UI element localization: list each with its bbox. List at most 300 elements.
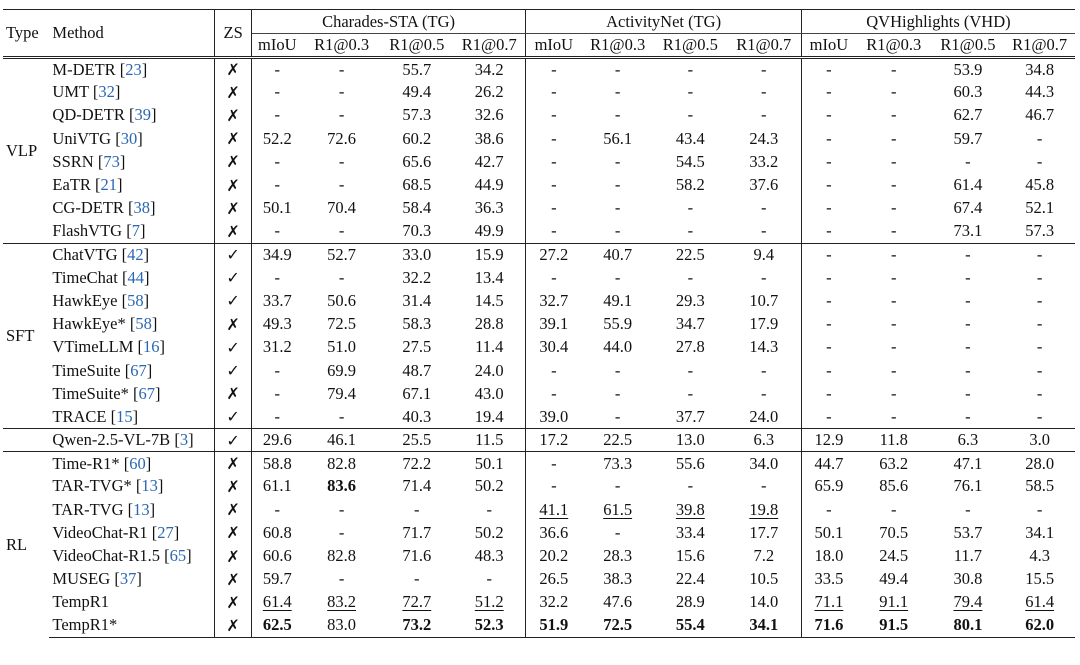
- value-cell: [453, 197, 526, 220]
- value-cell: [654, 498, 727, 521]
- value-cell: [1004, 498, 1075, 521]
- value-cell: [932, 336, 1005, 359]
- method-name: TimeSuite: [52, 360, 121, 380]
- cross-icon: ✗: [215, 173, 251, 196]
- value-cell: [526, 405, 582, 428]
- value-cell: [727, 220, 802, 243]
- value-text: -: [338, 175, 345, 195]
- value-cell: [727, 521, 802, 544]
- value-cell: [303, 452, 381, 475]
- value-text: -: [687, 267, 694, 287]
- method-cell: VideoChat-R1 [27]: [52, 522, 180, 542]
- value-cell: [303, 521, 381, 544]
- value-text: 10.7: [749, 290, 779, 310]
- value-text: -: [551, 175, 557, 195]
- value-cell: [581, 568, 654, 591]
- citation-link[interactable]: 13: [133, 499, 150, 519]
- value-cell: [856, 359, 932, 382]
- value-text: 25.5: [402, 430, 432, 450]
- value-cell: [581, 405, 654, 428]
- value-text: -: [1036, 337, 1043, 357]
- method-name: MUSEG: [52, 569, 111, 589]
- method-name: UMT: [52, 82, 89, 102]
- value-cell: [932, 81, 1005, 104]
- value-text: 61.4: [953, 175, 983, 195]
- table-row: [3, 313, 1075, 336]
- value-text: 54.5: [675, 151, 705, 171]
- table-row: [3, 614, 1075, 637]
- value-text: -: [826, 198, 832, 218]
- value-cell: [251, 150, 302, 173]
- value-cell: [453, 313, 526, 336]
- citation-link[interactable]: 65: [169, 546, 187, 566]
- value-cell: [303, 544, 381, 567]
- value-text: -: [965, 314, 971, 334]
- value-cell: [380, 104, 453, 127]
- value-cell: [453, 243, 526, 266]
- value-text: -: [890, 290, 897, 310]
- value-text: 28.8: [474, 314, 504, 334]
- value-cell: [727, 452, 802, 475]
- table-row: [3, 81, 1075, 104]
- value-text: 24.0: [474, 360, 504, 380]
- value-text: 91.5: [879, 615, 909, 635]
- value-cell: [654, 521, 727, 544]
- citation-link[interactable]: 7: [131, 221, 140, 241]
- value-cell: [932, 313, 1005, 336]
- value-text: -: [890, 267, 897, 287]
- value-cell: [581, 58, 654, 81]
- cross-icon: ✗: [215, 452, 251, 475]
- value-cell: [303, 104, 381, 127]
- value-cell: [1004, 429, 1075, 452]
- value-text: 17.2: [539, 430, 569, 450]
- citation-link[interactable]: 60: [129, 453, 146, 473]
- value-cell: [801, 173, 856, 196]
- value-text: 44.3: [1025, 82, 1055, 102]
- method-cell: UMT [32]: [52, 82, 121, 102]
- value-cell: [380, 266, 453, 289]
- value-text: -: [890, 244, 897, 264]
- value-cell: [932, 568, 1005, 591]
- value-text: 17.9: [749, 314, 779, 334]
- value-text: -: [965, 406, 971, 426]
- value-cell: [727, 359, 802, 382]
- value-cell: [932, 452, 1005, 475]
- value-cell: [251, 614, 302, 637]
- value-text: -: [551, 476, 557, 496]
- value-text: 47.1: [953, 453, 983, 473]
- table-row: [3, 289, 1075, 312]
- value-cell: [581, 544, 654, 567]
- value-cell: [380, 359, 453, 382]
- citation-link[interactable]: 32: [98, 82, 115, 102]
- method-cell: [49, 591, 215, 614]
- value-text: -: [890, 82, 897, 102]
- citation-link[interactable]: 15: [116, 406, 133, 426]
- method-cell: HawkEye [58]: [52, 290, 150, 310]
- value-text: 29.6: [262, 430, 292, 450]
- value-cell: [727, 197, 802, 220]
- metric-header: mIoU: [534, 35, 574, 54]
- value-text: 55.4: [675, 615, 705, 635]
- value-cell: [581, 127, 654, 150]
- value-cell: [581, 475, 654, 498]
- value-cell: [526, 313, 582, 336]
- value-text: 62.7: [953, 105, 983, 125]
- check-icon: ✓: [215, 429, 251, 452]
- value-cell: [453, 544, 526, 567]
- value-cell: [654, 591, 727, 614]
- citation-link[interactable]: 3: [179, 430, 189, 450]
- value-text: 36.3: [474, 198, 504, 218]
- value-cell: [380, 289, 453, 312]
- value-text: 14.0: [749, 592, 779, 612]
- value-cell: [581, 336, 654, 359]
- method-cell: TimeSuite* [67]: [52, 383, 161, 403]
- value-cell: [526, 104, 582, 127]
- value-text: 28.3: [603, 546, 633, 566]
- cross-icon: ✗: [215, 220, 251, 243]
- value-cell: [453, 591, 526, 614]
- table-body: [3, 58, 1075, 638]
- value-cell: [932, 429, 1005, 452]
- value-cell: [654, 382, 727, 405]
- value-text: -: [687, 221, 694, 241]
- value-cell: [1004, 614, 1075, 637]
- value-cell: [251, 359, 302, 382]
- value-text: -: [890, 314, 897, 334]
- value-text: 55.7: [402, 59, 432, 79]
- value-cell: [251, 429, 302, 452]
- value-text: -: [551, 360, 557, 380]
- value-text: -: [826, 337, 832, 357]
- value-text: 57.3: [402, 105, 432, 125]
- value-text: -: [614, 59, 621, 79]
- value-text: -: [614, 175, 621, 195]
- value-text: -: [274, 151, 281, 171]
- value-text: 4.3: [1029, 546, 1050, 566]
- value-text: 48.3: [474, 546, 504, 566]
- value-text: -: [687, 383, 694, 403]
- value-cell: [654, 429, 727, 452]
- value-cell: [856, 614, 932, 637]
- zs-header: ZS: [215, 10, 251, 58]
- value-cell: [654, 614, 727, 637]
- value-text: 72.5: [603, 615, 633, 635]
- table-row: [3, 104, 1075, 127]
- value-cell: [932, 58, 1005, 81]
- citation-link[interactable]: 67: [138, 383, 155, 403]
- value-text: 58.8: [262, 453, 292, 473]
- value-text: -: [614, 406, 621, 426]
- value-text: 72.7: [402, 592, 432, 612]
- value-text: 44.7: [814, 453, 844, 473]
- value-cell: [932, 614, 1005, 637]
- value-cell: [303, 313, 381, 336]
- value-cell: [526, 243, 582, 266]
- method-cell: [49, 614, 215, 637]
- value-cell: [801, 591, 856, 614]
- metric-header: R1@0.7: [453, 34, 526, 58]
- method-name: TAR-TVG*: [52, 476, 132, 496]
- method-cell: TRACE [15]: [52, 406, 139, 426]
- value-text: 61.4: [1025, 592, 1055, 612]
- value-cell: [932, 243, 1005, 266]
- value-cell: [380, 452, 453, 475]
- value-text: 33.7: [262, 290, 292, 310]
- value-text: -: [890, 337, 897, 357]
- citation-link[interactable]: 16: [143, 337, 160, 357]
- section-type-label: [3, 429, 49, 452]
- method-cell: HawkEye* [58]: [52, 314, 158, 334]
- value-text: -: [551, 453, 557, 473]
- value-cell: [526, 498, 582, 521]
- method-name: TimeChat: [52, 267, 118, 287]
- value-cell: [303, 382, 381, 405]
- value-cell: [526, 521, 582, 544]
- value-text: -: [551, 105, 557, 125]
- value-text: 79.4: [327, 383, 357, 403]
- method-name: ChatVTG: [52, 244, 118, 264]
- value-text: 24.0: [749, 406, 779, 426]
- value-text: 50.2: [474, 476, 504, 496]
- table-row: [3, 568, 1075, 591]
- citation-link[interactable]: 37: [119, 569, 137, 589]
- value-text: 61.1: [262, 476, 292, 496]
- value-text: -: [761, 476, 767, 496]
- value-text: 22.5: [603, 430, 633, 450]
- value-text: -: [1036, 290, 1043, 310]
- value-text: -: [826, 151, 832, 171]
- value-text: 48.7: [402, 360, 432, 380]
- citation-link[interactable]: 39: [134, 105, 151, 125]
- group-header-charades: Charades-STA (TG): [251, 10, 526, 34]
- value-cell: [526, 359, 582, 382]
- citation-link[interactable]: 42: [127, 244, 144, 264]
- value-cell: [856, 336, 932, 359]
- value-cell: [251, 475, 302, 498]
- value-text: -: [826, 175, 832, 195]
- value-cell: [453, 104, 526, 127]
- citation-link[interactable]: 44: [127, 267, 144, 287]
- value-text: -: [890, 59, 897, 79]
- group-header-activitynet: ActivityNet (TG): [526, 10, 802, 34]
- value-text: 51.2: [474, 592, 504, 612]
- value-cell: [380, 498, 453, 521]
- value-cell: [856, 173, 932, 196]
- value-text: 15.5: [1025, 569, 1055, 589]
- value-text: -: [965, 267, 971, 287]
- value-cell: [856, 313, 932, 336]
- value-text: 27.2: [539, 244, 569, 264]
- value-text: -: [551, 151, 557, 171]
- value-text: 55.9: [603, 314, 633, 334]
- value-cell: [727, 313, 802, 336]
- value-text: 58.2: [675, 175, 705, 195]
- value-cell: [380, 544, 453, 567]
- value-text: 70.3: [402, 221, 432, 241]
- value-text: 22.4: [675, 569, 705, 589]
- value-text: -: [965, 244, 971, 264]
- cross-icon: ✗: [215, 313, 251, 336]
- value-text: -: [338, 569, 345, 589]
- value-text: 13.0: [675, 430, 705, 450]
- method-name: HawkEye*: [52, 314, 126, 334]
- value-text: -: [890, 221, 897, 241]
- value-cell: [727, 382, 802, 405]
- value-text: -: [274, 82, 281, 102]
- value-text: 34.9: [262, 244, 292, 264]
- value-text: 45.8: [1025, 175, 1055, 195]
- value-text: -: [826, 221, 832, 241]
- value-cell: [801, 104, 856, 127]
- value-cell: [251, 220, 302, 243]
- citation-link[interactable]: 30: [120, 128, 138, 148]
- value-text: 62.0: [1025, 615, 1055, 635]
- value-text: -: [414, 499, 420, 519]
- value-cell: [801, 429, 856, 452]
- value-text: -: [1036, 244, 1043, 264]
- value-cell: [932, 405, 1005, 428]
- value-cell: [932, 289, 1005, 312]
- method-cell: MUSEG [37]: [52, 569, 142, 589]
- value-cell: [856, 127, 932, 150]
- value-text: -: [965, 383, 971, 403]
- value-cell: [856, 498, 932, 521]
- value-text: -: [965, 151, 971, 171]
- value-cell: [581, 173, 654, 196]
- value-cell: [654, 197, 727, 220]
- table-row: [3, 336, 1075, 359]
- value-text: 68.5: [402, 175, 432, 195]
- value-text: 40.7: [603, 244, 633, 264]
- value-text: -: [274, 59, 281, 79]
- value-cell: [654, 568, 727, 591]
- method-name: UniVTG: [52, 128, 112, 148]
- value-cell: [526, 591, 582, 614]
- method-name: QD-DETR: [52, 105, 125, 125]
- value-text: 60.2: [402, 128, 432, 148]
- value-text: -: [890, 360, 897, 380]
- table-row: [3, 544, 1075, 567]
- value-cell: [453, 568, 526, 591]
- value-cell: [856, 243, 932, 266]
- value-text: -: [1036, 406, 1043, 426]
- value-cell: [526, 614, 582, 637]
- value-text: 11.4: [475, 337, 504, 357]
- value-cell: [380, 81, 453, 104]
- value-cell: [654, 336, 727, 359]
- value-text: 52.3: [474, 615, 504, 635]
- value-text: -: [761, 198, 767, 218]
- citation-link[interactable]: 58: [135, 314, 152, 334]
- value-text: 38.6: [474, 128, 504, 148]
- value-text: 50.1: [262, 198, 292, 218]
- value-text: 58.4: [402, 198, 432, 218]
- value-text: -: [687, 59, 694, 79]
- value-cell: [801, 568, 856, 591]
- citation-link[interactable]: 23: [125, 59, 142, 79]
- value-text: 49.1: [603, 290, 633, 310]
- value-cell: [303, 150, 381, 173]
- value-text: 15.9: [474, 244, 504, 264]
- citation-link[interactable]: 67: [130, 360, 147, 380]
- value-cell: [581, 289, 654, 312]
- method-name: TempR1: [52, 592, 110, 612]
- value-cell: [453, 127, 526, 150]
- value-text: 52.2: [262, 128, 292, 148]
- value-text: -: [551, 198, 557, 218]
- citation-link[interactable]: 13: [141, 476, 158, 496]
- metric-header: R1@0.3: [314, 35, 370, 54]
- value-text: -: [551, 383, 557, 403]
- value-cell: [303, 429, 381, 452]
- value-cell: [303, 498, 381, 521]
- value-text: 61.5: [603, 499, 633, 519]
- value-cell: [856, 429, 932, 452]
- value-text: -: [414, 569, 420, 589]
- value-cell: [801, 614, 856, 637]
- value-cell: [727, 429, 802, 452]
- method-name: SSRN: [52, 151, 94, 171]
- citation-link[interactable]: 58: [127, 290, 144, 310]
- results-table: [3, 9, 1075, 638]
- value-text: 56.1: [603, 128, 633, 148]
- cross-icon: ✗: [215, 127, 251, 150]
- value-text: -: [761, 360, 767, 380]
- value-text: 36.6: [539, 522, 569, 542]
- value-cell: [526, 150, 582, 173]
- value-text: 44.0: [603, 337, 633, 357]
- method-cell: QD-DETR [39]: [52, 105, 157, 125]
- value-text: -: [274, 105, 281, 125]
- citation-link[interactable]: 73: [103, 151, 120, 171]
- check-icon: ✓: [215, 289, 251, 312]
- citation-link[interactable]: 21: [100, 175, 118, 195]
- value-cell: [581, 150, 654, 173]
- value-cell: [303, 475, 381, 498]
- value-cell: [581, 498, 654, 521]
- value-text: -: [1036, 151, 1043, 171]
- citation-link[interactable]: 38: [133, 198, 151, 218]
- value-cell: [303, 336, 381, 359]
- value-cell: [303, 614, 381, 637]
- value-text: 67.1: [402, 383, 432, 403]
- value-text: 55.6: [675, 453, 705, 473]
- table-row: [3, 266, 1075, 289]
- value-text: -: [1036, 267, 1043, 287]
- value-cell: [654, 220, 727, 243]
- value-text: 72.6: [327, 128, 357, 148]
- value-cell: [380, 429, 453, 452]
- cross-icon: ✗: [215, 81, 251, 104]
- value-cell: [453, 289, 526, 312]
- value-cell: [932, 173, 1005, 196]
- value-text: -: [274, 499, 281, 519]
- value-cell: [856, 544, 932, 567]
- value-text: 83.0: [327, 615, 357, 635]
- value-text: -: [826, 360, 832, 380]
- value-text: 73.3: [603, 453, 633, 473]
- value-cell: [1004, 220, 1075, 243]
- value-cell: [453, 150, 526, 173]
- value-text: -: [761, 267, 767, 287]
- method-cell: VideoChat-R1.5 [65]: [52, 546, 192, 566]
- citation-link[interactable]: 27: [157, 522, 174, 542]
- method-name: TAR-TVG: [52, 499, 124, 519]
- value-text: 39.1: [539, 314, 569, 334]
